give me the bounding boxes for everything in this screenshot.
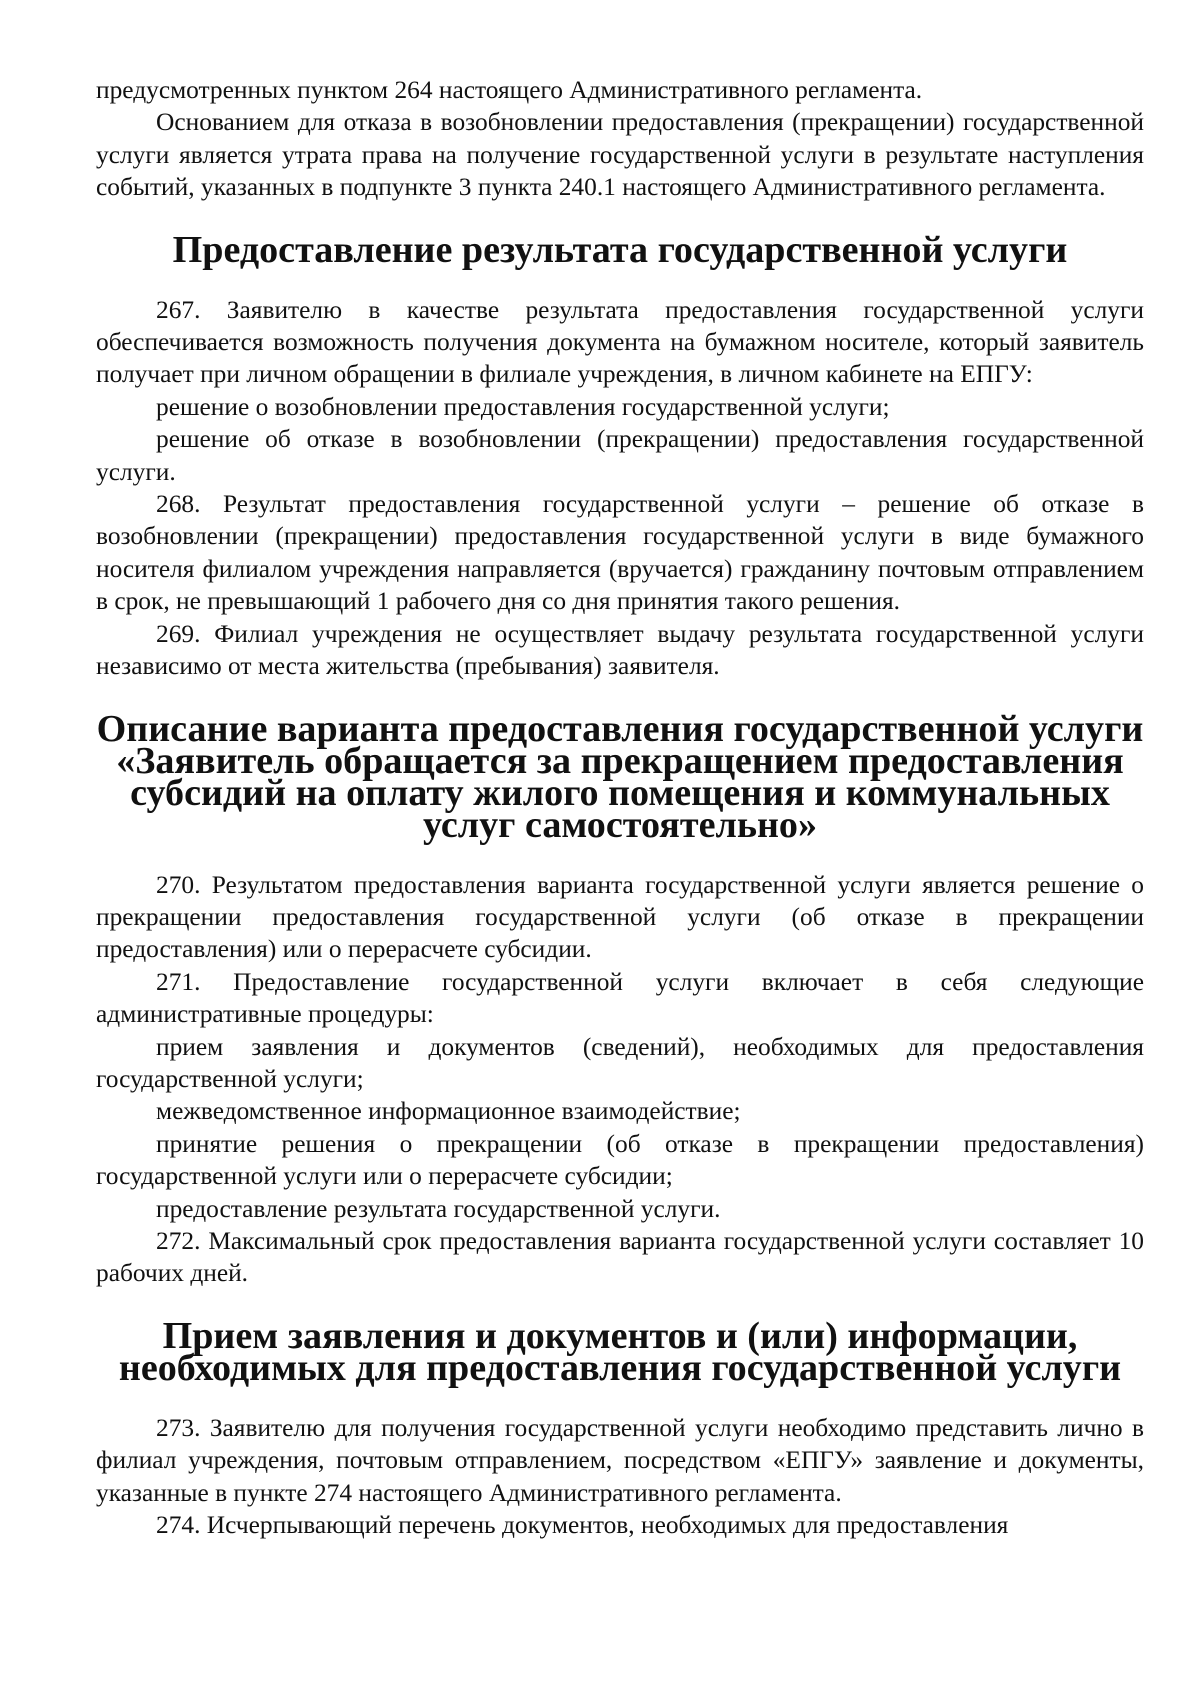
paragraph: предоставление результата государственной услуги.: [156, 1194, 721, 1223]
section-heading: Предоставление результата государственной услуги: [172, 228, 1068, 271]
paragraph: принятие решения о прекращении (об отказе в прекращении предоставления) государственной услуги или о перерасчете субсидии;: [96, 1129, 1144, 1191]
paragraph: 274. Исчерпывающий перечень документов, необходимых для предоставления: [156, 1511, 1009, 1539]
document-page: [96, 74, 1144, 1541]
paragraph: Основанием для отказа в возобновлении предоставления (прекращении) государственной услуги является утрата права на получение государственной услуги в результате наступления событий, указанных в подпункте 3 пункта 240.1 настоящего Административного регламента.: [96, 108, 1144, 202]
paragraph: 270. Результатом предоставления варианта государственной услуги является решение о прекращении предоставления государственной услуги (об отказе в прекращении предоставления) или о перерасчете субсидии.: [96, 870, 1144, 964]
paragraph: межведомственное информационное взаимодействие;: [156, 1097, 741, 1126]
paragraph: 271. Предоставление государственной услуги включает в себя следующие административные процедуры:: [96, 967, 1144, 1029]
paragraph: 267. Заявителю в качестве результата предоставления государственной услуги обеспечивается возможность получения документа на бумажном носителе, который заявитель получает при личном обращении в филиале учреждения, в личном кабинете на ЕПГУ:: [96, 295, 1144, 389]
section-heading: Прием заявления и документов и (или) информации, необходимых для предоставления государственной услуги: [118, 1314, 1122, 1389]
paragraph: 269. Филиал учреждения не осуществляет выдачу результата государственной услуги независимо от места жительства (пребывания) заявителя.: [96, 619, 1144, 681]
paragraph: 272. Максимальный срок предоставления варианта государственной услуги составляет 10 рабочих дней.: [96, 1226, 1144, 1288]
paragraph: 273. Заявителю для получения государственной услуги необходимо представить лично в филиал учреждения, почтовым отправлением, посредством «ЕПГУ» заявление и документы, указанные в пункте 274 настоящего Административного регламента.: [96, 1413, 1144, 1507]
paragraph: решение о возобновлении предоставления государственной услуги;: [156, 392, 890, 421]
section-heading: Описание варианта предоставления государственной услуги «Заявитель обращается за прекращением предоставления субсидий на оплату жилого помещения и коммунальных услуг самостоятельно»: [96, 707, 1144, 846]
paragraph: прием заявления и документов (сведений), необходимых для предоставления государственной услуги;: [96, 1032, 1144, 1093]
paragraph: решение об отказе в возобновлении (прекращении) предоставления государственной услуги.: [96, 425, 1144, 486]
paragraph: предусмотренных пунктом 264 настоящего Административного регламента.: [96, 76, 923, 104]
paragraph: 268. Результат предоставления государственной услуги – решение об отказе в возобновлении (прекращении) предоставления государственной услуги в виде бумажного носителя филиалом учреждения направляется (вручается) гражданину почтовым отправлением в срок, не превышающий 1 рабочего дня со дня принятия такого решения.: [96, 490, 1144, 616]
